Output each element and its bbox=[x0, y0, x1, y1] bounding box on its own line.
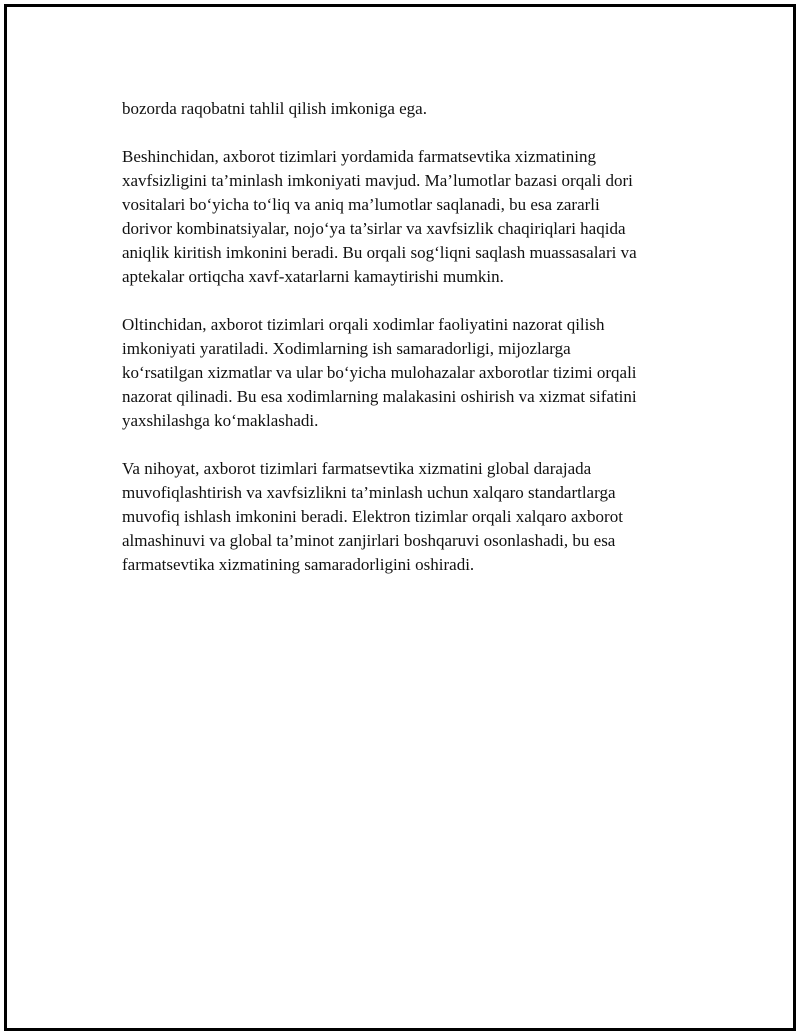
text-line: Va nihoyat, axborot tizimlari farmatsevtika xizmatini global darajada bbox=[122, 459, 592, 478]
text-line: xavfsizligini ta’minlash imkoniyati mavjud. Ma’lumotlar bazasi orqali dori bbox=[122, 171, 633, 190]
text-line: muvofiq ishlash imkonini beradi. Elektron tizimlar orqali xalqaro axborot bbox=[122, 507, 623, 526]
text-line: ko‘rsatilgan xizmatlar va ular bo‘yicha mulohazalar axborotlar tizimi orqali bbox=[122, 363, 637, 382]
text-line: bozorda raqobatni tahlil qilish imkoniga ega. bbox=[122, 99, 427, 118]
text-line: aptekalar ortiqcha xavf-xatarlarni kamaytirishi mumkin. bbox=[122, 267, 504, 286]
text-line: dorivor kombinatsiyalar, nojo‘ya ta’sirlar va xavfsizlik chaqiriqlari haqida bbox=[122, 219, 626, 238]
text-line: aniqlik kiritish imkonini beradi. Bu orqali sog‘liqni saqlash muassasalari va bbox=[122, 243, 637, 262]
document-body bbox=[122, 97, 702, 601]
text-line: almashinuvi va global ta’minot zanjirlari boshqaruvi osonlashadi, bu esa bbox=[122, 531, 616, 550]
paragraph-4 bbox=[122, 457, 702, 577]
paragraph-1 bbox=[122, 97, 702, 121]
text-line: nazorat qilinadi. Bu esa xodimlarning malakasini oshirish va xizmat sifatini bbox=[122, 387, 637, 406]
text-line: muvofiqlashtirish va xavfsizlikni ta’minlash uchun xalqaro standartlarga bbox=[122, 483, 616, 502]
text-line: Oltinchidan, axborot tizimlari orqali xodimlar faoliyatini nazorat qilish bbox=[122, 315, 605, 334]
paragraph-3 bbox=[122, 313, 702, 433]
text-line: farmatsevtika xizmatining samaradorligini oshiradi. bbox=[122, 555, 475, 574]
text-line: yaxshilashga ko‘maklashadi. bbox=[122, 411, 319, 430]
paragraph-2 bbox=[122, 145, 702, 289]
text-line: imkoniyati yaratiladi. Xodimlarning ish samaradorligi, mijozlarga bbox=[122, 339, 571, 358]
text-line: Beshinchidan, axborot tizimlari yordamida farmatsevtika xizmatining bbox=[122, 147, 596, 166]
text-line: vositalari bo‘yicha to‘liq va aniq ma’lumotlar saqlanadi, bu esa zararli bbox=[122, 195, 600, 214]
page-frame bbox=[4, 4, 796, 1031]
